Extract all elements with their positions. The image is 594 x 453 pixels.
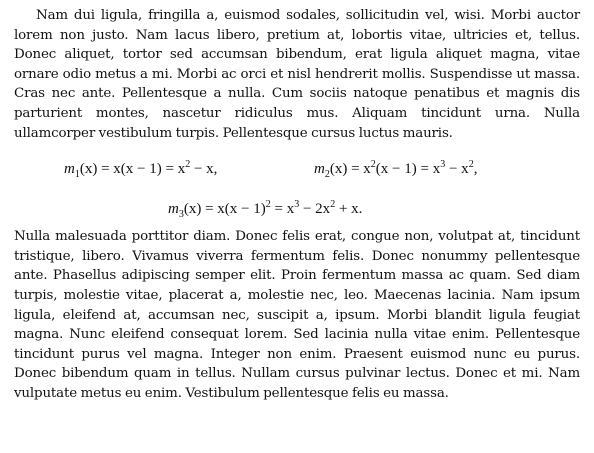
- equation-row-2: [14, 191, 580, 227]
- document-page: [14, 6, 580, 404]
- paragraph-2: Nulla malesuada porttitor diam. Donec felis erat, congue non, volutpat at, tincidunt tristique, libero. Vivamus viverra fermentum felis. Donec nonummy pellentesque ante. Phasellus adipiscing semper elit. Proin fermentum massa ac quam. Sed diam turpis, molestie vitae, placerat a, molestie nec, leo. Maecenas lacinia. Nam ipsum ligula, eleifend at, accumsan nec, suscipit a, ipsum. Morbi blandit ligula feugiat magna. Nunc eleifend consequat lorem. Sed lacinia nulla vitae enim. Pellentesque tincidunt purus vel magna. Integer non enim. Praesent euismod nunc eu purus. Donec bibendum quam in tellus. Nullam cursus pulvinar lectus. Donec et mi. Nam vulputate metus eu enim. Vestibulum pellentesque felis eu massa.: [14, 229, 580, 401]
- equation-m3: $m_3(x) = x(x - 1)^2 = x^3 - 2x^2 + x$.: [168, 199, 363, 221]
- equation-row-1: [14, 153, 580, 191]
- equation-m2: $m_2(x) = x^2(x - 1) = x^3 - x^2$,: [314, 159, 478, 181]
- equation-m1: $m_1(x) = x(x - 1) = x^2 - x$,: [64, 159, 218, 181]
- paragraph-1: Nam dui ligula, fringilla a, euismod sodales, sollicitudin vel, wisi. Morbi auctor lorem non justo. Nam lacus libero, pretium at, lobortis vitae, ultricies et, tellus. Donec aliquet, tortor sed accumsan bibendum, erat ligula aliquet magna, vitae ornare odio metus a mi. Morbi ac orci et nisl hendrerit mollis. Suspendisse ut massa. Cras nec ante. Pellentesque a nulla. Cum sociis natoque penatibus et magnis dis parturient montes, nascetur ridiculus mus. Aliquam tincidunt urna. Nulla ullamcorper vestibulum turpis. Pellentesque cursus luctus mauris.: [14, 8, 580, 141]
